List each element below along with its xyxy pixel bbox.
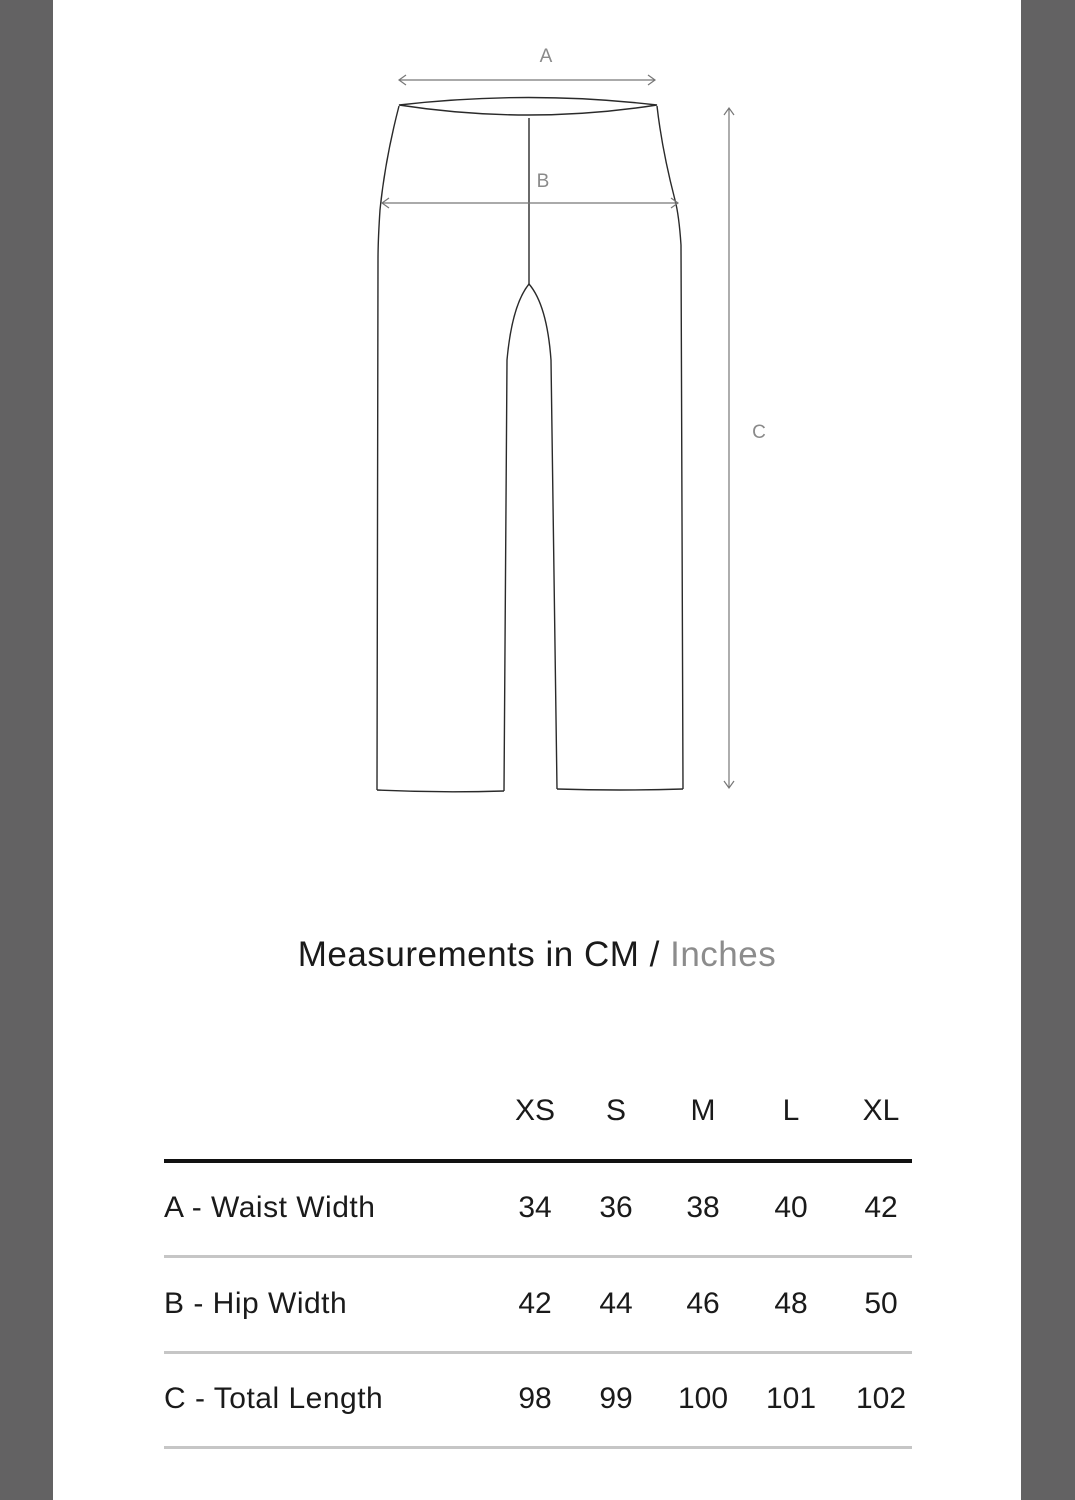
table-cell: 42 xyxy=(518,1287,552,1320)
table-cell: 38 xyxy=(686,1191,720,1224)
table-header-rule xyxy=(164,1159,912,1163)
table-cell: 42 xyxy=(864,1191,898,1224)
row-divider xyxy=(164,1255,912,1258)
table-row-waist xyxy=(53,1191,1021,1251)
size-column-headers xyxy=(53,1094,1021,1134)
size-header-s: S xyxy=(605,1094,626,1127)
pants-measurement-diagram xyxy=(53,0,1021,830)
row-divider xyxy=(164,1446,912,1449)
table-cell: 34 xyxy=(518,1191,552,1224)
dimension-label-b: B xyxy=(536,171,550,192)
table-row-hip xyxy=(53,1287,1021,1347)
table-cell: 50 xyxy=(864,1287,898,1320)
table-row-length xyxy=(53,1382,1021,1442)
length-dimension-arrow xyxy=(724,108,734,788)
size-header-m: M xyxy=(690,1094,716,1127)
table-cell: 44 xyxy=(599,1287,633,1320)
table-cell: 102 xyxy=(855,1382,907,1415)
row-divider xyxy=(164,1351,912,1354)
pants-outline-icon xyxy=(377,98,683,792)
size-header-xl: XL xyxy=(862,1094,900,1127)
measurement-units-heading xyxy=(53,935,1021,975)
hip-dimension-arrow xyxy=(382,198,678,208)
waist-dimension-arrow xyxy=(399,75,655,85)
table-cell: 98 xyxy=(518,1382,552,1415)
unit-cm-label: Measurements in CM xyxy=(297,935,640,974)
size-header-xs: XS xyxy=(514,1094,556,1127)
row-label-waist: A - Waist Width xyxy=(164,1191,376,1224)
table-cell: 40 xyxy=(774,1191,808,1224)
unit-separator: / xyxy=(649,935,660,974)
row-label-length: C - Total Length xyxy=(164,1382,384,1415)
table-cell: 46 xyxy=(686,1287,720,1320)
table-cell: 101 xyxy=(765,1382,817,1415)
row-label-hip: B - Hip Width xyxy=(164,1287,348,1320)
unit-inches-toggle[interactable]: Inches xyxy=(670,935,777,974)
dimension-label-c: C xyxy=(752,422,766,443)
table-cell: 48 xyxy=(774,1287,808,1320)
dimension-label-a: A xyxy=(539,46,553,67)
table-cell: 36 xyxy=(599,1191,633,1224)
table-cell: 100 xyxy=(677,1382,729,1415)
size-guide-sheet xyxy=(53,0,1021,1500)
size-header-l: L xyxy=(782,1094,800,1127)
table-cell: 99 xyxy=(599,1382,633,1415)
